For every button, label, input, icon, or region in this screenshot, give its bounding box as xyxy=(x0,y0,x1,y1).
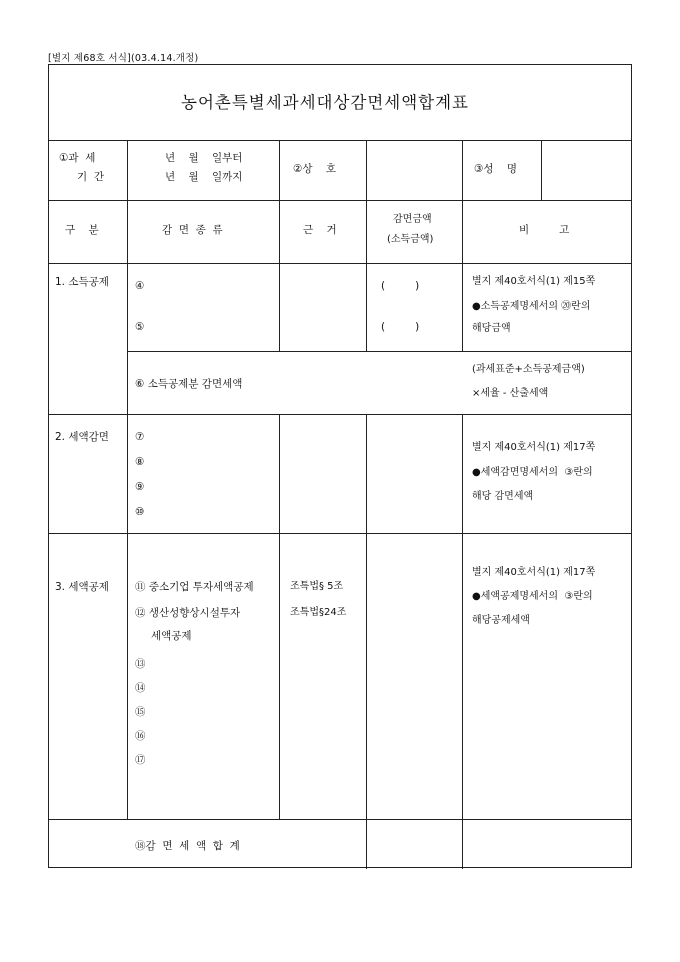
col-d2 xyxy=(462,414,463,869)
item-4-amount: ( ) xyxy=(381,280,420,292)
header-division: 구 분 xyxy=(65,224,99,236)
section2-note-2: ●세액감면명세서의 ③란의 xyxy=(472,467,593,478)
section1-formula-2: ×세율 - 산출세액 xyxy=(472,388,549,399)
section2-note-3: 해당 감면세액 xyxy=(472,491,534,502)
rule-sec2-bottom xyxy=(49,533,632,534)
section2-label: 2. 세액감면 xyxy=(55,431,109,443)
total-label: ⑱감 면 세 액 합 계 xyxy=(135,840,240,852)
item-12: ⑫ 생산성향상시설투자 xyxy=(135,607,241,619)
section3-note-3: 해당공제세액 xyxy=(472,615,530,626)
section3-label: 3. 세액공제 xyxy=(55,581,109,593)
rule-header-bottom xyxy=(49,263,632,264)
section1-note-2: ●소득공제명세서의 ⑳란의 xyxy=(472,301,591,312)
section3-note-1: 별지 제40호서식(1) 제17쪽 xyxy=(472,567,596,578)
header-note: 비 고 xyxy=(519,224,570,236)
item-9: ⑨ xyxy=(135,481,145,493)
item-6: ⑥ 소득공제분 감면세액 xyxy=(135,378,243,390)
form-number-note: [별지 제68호 서식](03.4.14.개정) xyxy=(48,53,199,64)
rule-sec3-bottom xyxy=(49,819,632,820)
col-b xyxy=(279,140,280,351)
item-5: ⑤ xyxy=(135,321,145,333)
period-to: 년 월 일까지 xyxy=(165,171,243,183)
item-11-basis: 조특법§ 5조 xyxy=(290,581,344,592)
trade-name-label: ②상 호 xyxy=(293,163,337,175)
col-c2 xyxy=(366,414,367,869)
item-4: ④ xyxy=(135,280,145,292)
col-b2 xyxy=(279,414,280,819)
section2-note-1: 별지 제40호서식(1) 제17쪽 xyxy=(472,442,596,453)
item-5-amount: ( ) xyxy=(381,321,420,333)
period-label-2: 기 간 xyxy=(77,171,104,183)
item-16: ⑯ xyxy=(135,730,146,742)
section1-note-3: 해당금액 xyxy=(472,323,511,334)
period-label-1: ①과 세 xyxy=(59,152,96,164)
col-e xyxy=(541,140,542,200)
item-14: ⑭ xyxy=(135,682,146,694)
item-12-basis: 조특법§24조 xyxy=(290,607,347,618)
item-11: ⑪ 중소기업 투자세액공제 xyxy=(135,581,254,593)
item-10: ⑩ xyxy=(135,506,145,518)
item-12-cont: 세액공제 xyxy=(151,630,192,642)
col-a2 xyxy=(127,200,128,819)
item-17: ⑰ xyxy=(135,754,146,766)
item-13: ⑬ xyxy=(135,658,146,670)
item-7: ⑦ xyxy=(135,431,145,443)
section1-label: 1. 소득공제 xyxy=(55,276,109,288)
name-label: ③성 명 xyxy=(474,163,518,175)
item-8: ⑧ xyxy=(135,456,145,468)
rule-sec1-bottom xyxy=(49,414,632,415)
header-amount: 감면금액 xyxy=(393,214,432,225)
section3-note-2: ●세액공제명세서의 ③란의 xyxy=(472,591,593,602)
header-basis: 근 거 xyxy=(303,224,337,236)
col-a xyxy=(127,140,128,200)
section1-note-1: 별지 제40호서식(1) 제15쪽 xyxy=(472,276,596,287)
section1-formula-1: (과세표준+소득공제금액) xyxy=(472,364,585,375)
form-title: 농어촌특별세과세대상감면세액합계표 xyxy=(181,93,469,112)
form-frame xyxy=(48,64,632,868)
header-amount-sub: (소득금액) xyxy=(387,234,434,245)
col-d xyxy=(462,140,463,351)
period-from: 년 월 일부터 xyxy=(165,152,243,164)
item-15: ⑮ xyxy=(135,706,146,718)
col-c xyxy=(366,140,367,351)
rule-info-bottom xyxy=(49,200,632,201)
rule-sec1-split xyxy=(127,351,632,352)
rule-title-bottom xyxy=(49,140,632,141)
header-type: 감 면 종 류 xyxy=(162,224,223,236)
